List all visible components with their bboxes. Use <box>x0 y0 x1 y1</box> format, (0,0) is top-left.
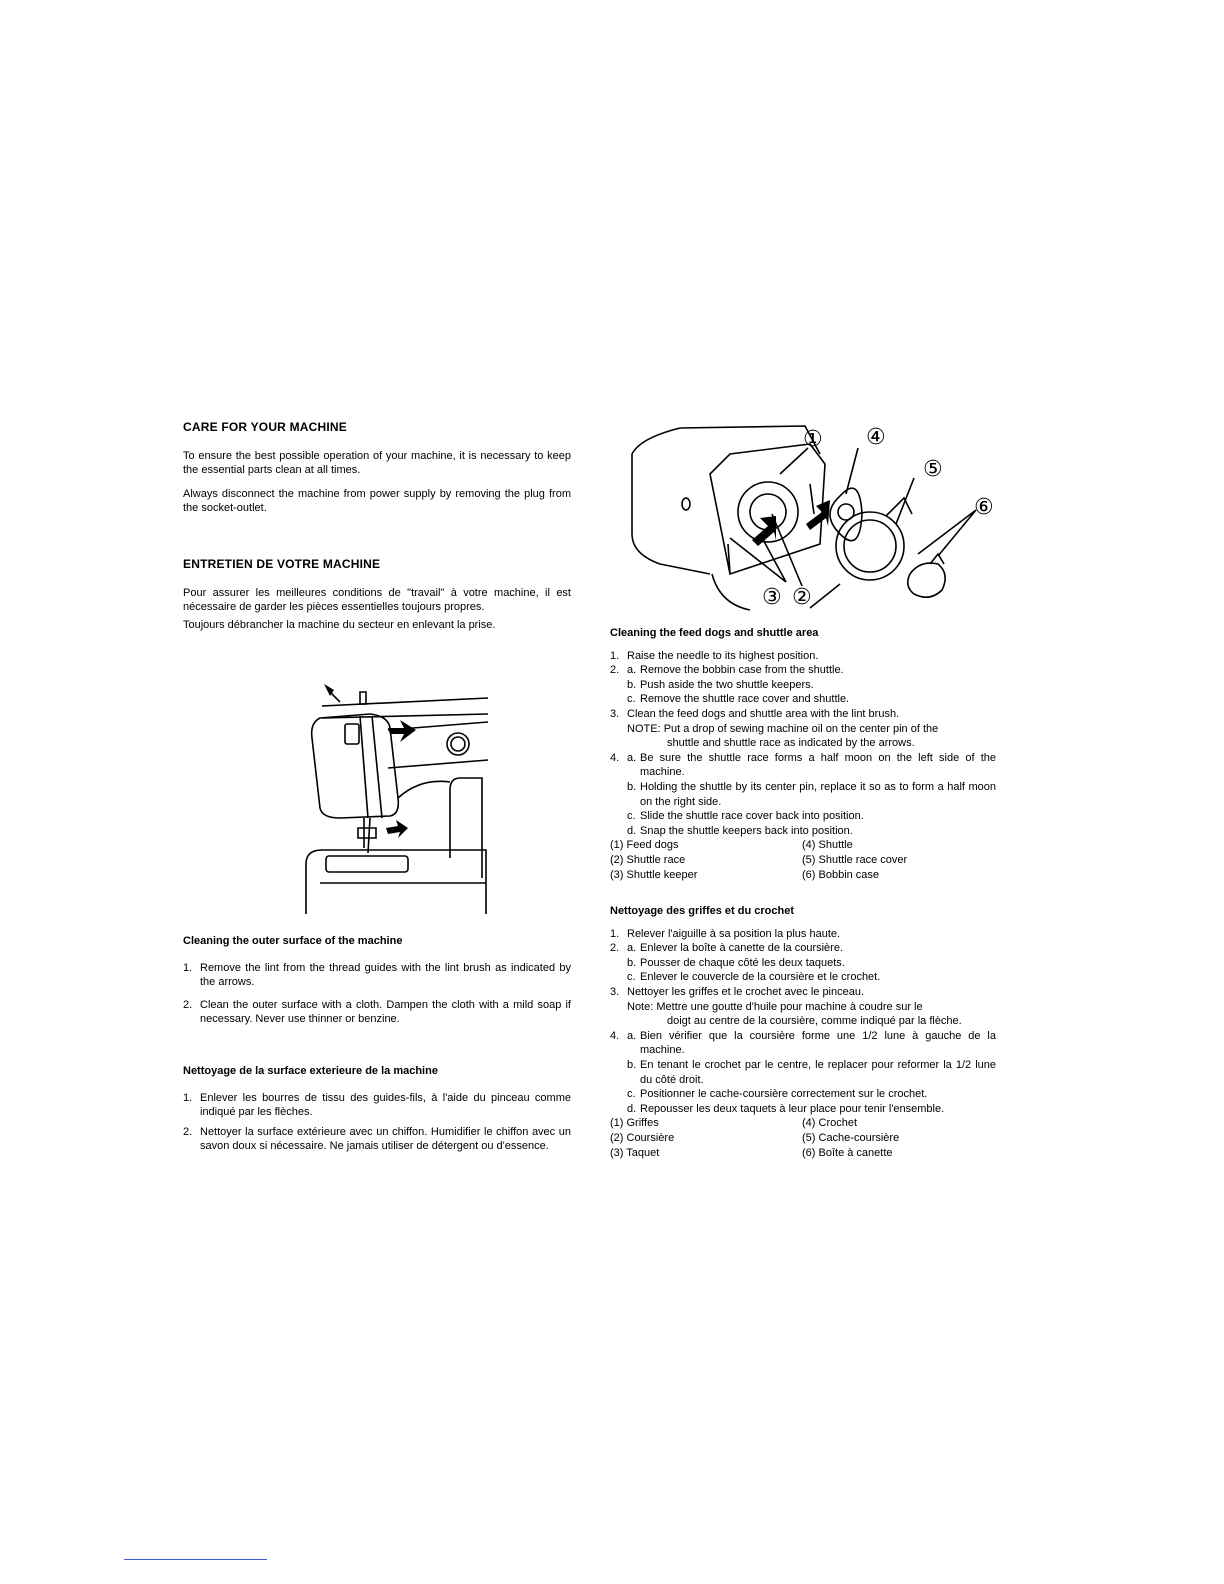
callout-5: ⑤ <box>923 457 943 482</box>
care-en-p1: To ensure the best possible operation of your machine, it is necessary to keep the essential parts clean at all times. <box>183 449 571 477</box>
sub-text: Remove the shuttle race cover and shuttle. <box>640 693 850 706</box>
sub-text: Positionner le cache-coursière correctement sur le crochet. <box>640 1088 928 1101</box>
note-label: NOTE: <box>627 722 661 735</box>
legend-item: (5) Shuttle race cover <box>802 853 908 866</box>
step-number: 4. <box>610 751 620 764</box>
sub-text: Enlever le couvercle de la coursière et le crochet. <box>640 971 881 984</box>
note-text: Mettre une goutte d'huile pour machine à coudre sur le <box>656 1000 923 1013</box>
outer-fr-section <box>183 1064 571 1154</box>
callout-1: ① <box>803 427 823 452</box>
callout-6: ⑥ <box>974 495 994 520</box>
step-number: 2. <box>183 998 193 1011</box>
step-number: 1. <box>183 1091 193 1104</box>
step-number: 4. <box>610 1029 620 1042</box>
outer-en-section <box>183 934 571 1027</box>
sub-label: a. <box>627 751 637 764</box>
step-number: 3. <box>610 985 620 998</box>
list-item <box>183 1091 571 1120</box>
sub-step <box>627 970 996 985</box>
sub-step <box>627 809 996 824</box>
sub-label: c. <box>627 810 636 823</box>
step-number: 1. <box>183 961 193 974</box>
legend-item: (2) Coursière <box>610 1131 675 1144</box>
sub-step <box>627 678 996 693</box>
note-text: shuttle and shuttle race as indicated by the arrows. <box>667 737 915 750</box>
note-text: Put a drop of sewing machine oil on the center pin of the <box>663 722 939 735</box>
legend-item: (4) Shuttle <box>802 839 853 852</box>
sub-step <box>627 751 996 780</box>
list-item <box>610 707 996 751</box>
step-text: Raise the needle to its highest position. <box>627 649 819 662</box>
sub-label: d. <box>627 824 637 837</box>
sub-text: Pousser de chaque côté les deux taquets. <box>640 956 845 969</box>
step-number: 2. <box>610 664 620 677</box>
note <box>627 1000 996 1029</box>
legend-item: (6) Boîte à canette <box>802 1146 893 1159</box>
care-en-title: CARE FOR YOUR MACHINE <box>183 420 347 434</box>
sub-step <box>627 941 996 956</box>
legend-item: (5) Cache-coursière <box>802 1131 900 1144</box>
sub-label: a. <box>627 942 637 955</box>
list-item <box>610 649 996 664</box>
step-number: 3. <box>610 707 620 720</box>
sub-text: En tenant le crochet par le centre, le replacer pour reformer la 1/2 lune du côté droit. <box>640 1058 996 1086</box>
legend-item: (4) Crochet <box>802 1117 858 1130</box>
list-item <box>610 927 996 942</box>
step-number: 1. <box>610 649 620 662</box>
sub-label: a. <box>627 664 637 677</box>
step-text: Remove the lint from the thread guides with the lint brush as indicated by the arrows. <box>200 961 571 989</box>
care-en-section <box>183 420 571 516</box>
list-item <box>183 1125 571 1154</box>
sub-step <box>627 1058 996 1087</box>
sub-text: Bien vérifier que la coursière forme une 1/2 lune à gauche de la machine. <box>640 1029 996 1057</box>
sub-step <box>627 956 996 971</box>
step-text: Nettoyer la surface extérieure avec un chiffon. Humidifier le chiffon avec un savon doux si nécessaire. Ne jamais utiliser de détergent ou d'essence. <box>200 1125 571 1153</box>
care-fr-p2: Toujours débrancher la machine du secteur en enlevant la prise. <box>183 618 496 631</box>
sub-text: Holding the shuttle by its center pin, replace it so as to form a half moon on the right side. <box>640 780 996 808</box>
sub-step <box>627 780 996 809</box>
sub-text: Snap the shuttle keepers back into position. <box>640 824 853 837</box>
step-text: Clean the outer surface with a cloth. Dampen the cloth with a mild soap if necessary. Never use thinner or benzine. <box>200 998 571 1026</box>
sub-label: c. <box>627 693 636 706</box>
step-number: 2. <box>610 942 620 955</box>
care-fr-title: ENTRETIEN DE VOTRE MACHINE <box>183 557 381 571</box>
list-item <box>610 985 996 1029</box>
sub-step <box>627 692 996 707</box>
legend-item: (1) Griffes <box>610 1117 659 1130</box>
sub-text: Remove the bobbin case from the shuttle. <box>640 664 844 677</box>
feed-fr-section <box>610 904 996 1160</box>
sub-label: c. <box>627 1088 636 1101</box>
sewing-machine-illustration <box>300 678 495 914</box>
care-en-p2: Always disconnect the machine from power supply by removing the plug from the socket-outlet. <box>183 487 571 515</box>
sub-label: d. <box>627 1102 637 1115</box>
list-item <box>610 1029 996 1117</box>
feed-fr-title: Nettoyage des griffes et du crochet <box>610 905 794 917</box>
sub-step <box>627 1087 996 1102</box>
step-text: Enlever les bourres de tissu des guides-fils, à l'aide du pinceau comme indiqué par les flèches. <box>200 1091 571 1119</box>
list-item <box>610 751 996 839</box>
sub-label: c. <box>627 971 636 984</box>
sub-step <box>627 1029 996 1058</box>
sub-label: b. <box>627 1058 637 1071</box>
callout-3: ③ <box>762 585 782 610</box>
care-fr-p1: Pour assurer les meilleures conditions de "travail" à votre machine, il est nécessaire de garder les pièces essentielles toujours propres. <box>183 586 571 614</box>
sub-step <box>627 824 996 839</box>
shuttle-area-illustration <box>620 414 1004 616</box>
sub-label: b. <box>627 780 637 793</box>
legend-item: (3) Taquet <box>610 1146 660 1159</box>
parts-legend <box>610 1116 996 1160</box>
feed-en-section <box>610 626 996 882</box>
legend-item: (3) Shuttle keeper <box>610 868 698 881</box>
footer-rule <box>124 1559 267 1560</box>
legend-item: (2) Shuttle race <box>610 853 686 866</box>
list-item <box>183 961 571 990</box>
feed-en-title: Cleaning the feed dogs and shuttle area <box>610 627 819 639</box>
sub-text: Enlever la boîte à canette de la coursière. <box>640 942 844 955</box>
list-item <box>610 941 996 985</box>
callout-4: ④ <box>866 425 886 450</box>
step-number: 2. <box>183 1125 193 1138</box>
step-text: Relever l'aiguille à sa position la plus haute. <box>627 927 841 940</box>
sub-text: Be sure the shuttle race forms a half moon on the left side of the machine. <box>640 751 996 779</box>
legend-item: (1) Feed dogs <box>610 839 679 852</box>
sub-step <box>627 663 996 678</box>
note-text: doigt au centre de la coursière, comme indiqué par la flèche. <box>667 1015 962 1028</box>
step-text: Clean the feed dogs and shuttle area with the lint brush. <box>627 707 900 720</box>
sub-text: Repousser les deux taquets à leur place pour tenir l'ensemble. <box>640 1102 945 1115</box>
sub-step <box>627 1102 996 1117</box>
list-item <box>183 998 571 1027</box>
sub-text: Slide the shuttle race cover back into position. <box>640 810 864 823</box>
step-text: Nettoyer les griffes et le crochet avec le pinceau. <box>627 985 865 998</box>
parts-legend <box>610 838 996 882</box>
outer-fr-title: Nettoyage de la surface exterieure de la machine <box>183 1065 438 1077</box>
care-fr-section <box>183 557 571 632</box>
note <box>627 722 996 751</box>
sub-label: b. <box>627 678 637 691</box>
sub-label: b. <box>627 956 637 969</box>
note-label: Note: <box>627 1000 654 1013</box>
callout-2: ② <box>792 585 812 610</box>
step-number: 1. <box>610 927 620 940</box>
sub-text: Push aside the two shuttle keepers. <box>640 678 814 691</box>
outer-en-title: Cleaning the outer surface of the machine <box>183 935 403 947</box>
sub-label: a. <box>627 1029 637 1042</box>
list-item <box>610 663 996 707</box>
legend-item: (6) Bobbin case <box>802 868 880 881</box>
